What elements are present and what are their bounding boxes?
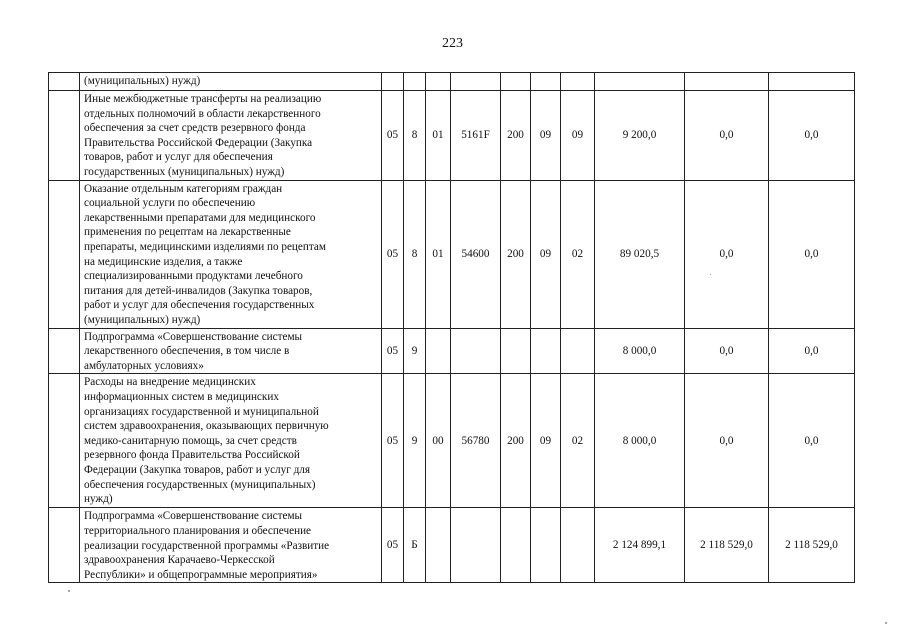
code-cell: 200 [501,374,531,508]
code-cell: 8 [404,91,426,181]
code-cell [501,508,531,583]
code-cell [404,73,426,91]
code-cell: 09 [531,180,561,328]
code-cell [451,328,501,374]
row-index-cell [49,73,80,91]
row-index-cell [49,91,80,181]
scan-speck [710,274,711,275]
code-cell: 05 [382,374,404,508]
amount-cell: 0,0 [769,328,855,374]
code-cell: 05 [382,91,404,181]
code-cell: 01 [426,91,451,181]
amount-cell: 0,0 [769,91,855,181]
amount-cell [769,73,855,91]
row-name-cell: Расходы на внедрение медицинских информационных систем в медицинских организациях государственной и муниципальной систем здравоохранения, оказывающих первичную медико-санитарную помощь, за счет средств резервного фонда Правительства Российской Федерации (Закупка товаров, работ и услуг для обеспечения государственных (муниципальных) нужд) [80,374,382,508]
row-index-cell [49,328,80,374]
code-cell: Б [404,508,426,583]
table-row [49,91,855,181]
amount-cell: 0,0 [769,180,855,328]
code-cell: 54600 [451,180,501,328]
code-cell [426,508,451,583]
code-cell: 05 [382,508,404,583]
row-index-cell [49,374,80,508]
row-name-cell: Подпрограмма «Совершенствование системы территориального планирования и обеспечение реализации государственной программы «Развитие здравоохранения Карачаево-Черкесской Республики» и общепрограммные мероприятия» [80,508,382,583]
table-row [49,374,855,508]
code-cell: 9 [404,374,426,508]
row-name-cell: Оказание отдельным категориям граждан социальной услуги по обеспечению лекарственными препаратами для медицинского применения по рецептам на лекарственные препараты, медицинскими изделиями по рецептам на медицинские изделия, а также специализированными продуктами лечебного питания для детей-инвалидов (Закупка товаров, работ и услуг для обеспечения государственных (муниципальных) нужд) [80,180,382,328]
code-cell [531,73,561,91]
row-index-cell [49,508,80,583]
row-name-cell: Подпрограмма «Совершенствование системы лекарственного обеспечения, в том числе в амбулаторных условиях» [80,328,382,374]
code-cell [426,73,451,91]
code-cell [382,73,404,91]
code-cell: 8 [404,180,426,328]
amount-cell: 0,0 [685,328,769,374]
code-cell: 09 [531,91,561,181]
code-cell [501,73,531,91]
amount-cell [685,73,769,91]
code-cell [531,328,561,374]
code-cell [531,508,561,583]
table-body [49,73,855,583]
code-cell: 56780 [451,374,501,508]
amount-cell: 2 118 529,0 [769,508,855,583]
budget-table [48,72,855,583]
code-cell: 05 [382,180,404,328]
table-row [49,180,855,328]
code-cell: 200 [501,91,531,181]
amount-cell: 0,0 [685,91,769,181]
row-index-cell [49,180,80,328]
scan-speck [885,622,887,624]
table-row [49,328,855,374]
code-cell: 05 [382,328,404,374]
amount-cell: 8 000,0 [595,328,685,374]
amount-cell: 2 118 529,0 [685,508,769,583]
amount-cell: 89 020,5 [595,180,685,328]
amount-cell: 0,0 [769,374,855,508]
code-cell: 02 [561,374,595,508]
amount-cell: 8 000,0 [595,374,685,508]
code-cell: 01 [426,180,451,328]
code-cell [426,328,451,374]
code-cell: 9 [404,328,426,374]
code-cell [561,328,595,374]
code-cell: 09 [531,374,561,508]
row-name-cell: (муниципальных) нужд) [80,73,382,91]
table-row [49,508,855,583]
amount-cell: 2 124 899,1 [595,508,685,583]
table-row [49,73,855,91]
code-cell [451,508,501,583]
code-cell [501,328,531,374]
code-cell [561,508,595,583]
amount-cell: 0,0 [685,180,769,328]
amount-cell: 0,0 [685,374,769,508]
code-cell: 200 [501,180,531,328]
amount-cell: 9 200,0 [595,91,685,181]
page-number: 223 [442,36,463,51]
scan-speck [68,590,70,592]
code-cell: 09 [561,91,595,181]
code-cell [561,73,595,91]
code-cell: 00 [426,374,451,508]
row-name-cell: Иные межбюджетные трансферты на реализацию отдельных полномочий в области лекарственного обеспечения за счет средств резервного фонда Правительства Российской Федерации (Закупка товаров, работ и услуг для обеспечения государственных (муниципальных) нужд) [80,91,382,181]
code-cell: 5161F [451,91,501,181]
code-cell [451,73,501,91]
amount-cell [595,73,685,91]
code-cell: 02 [561,180,595,328]
